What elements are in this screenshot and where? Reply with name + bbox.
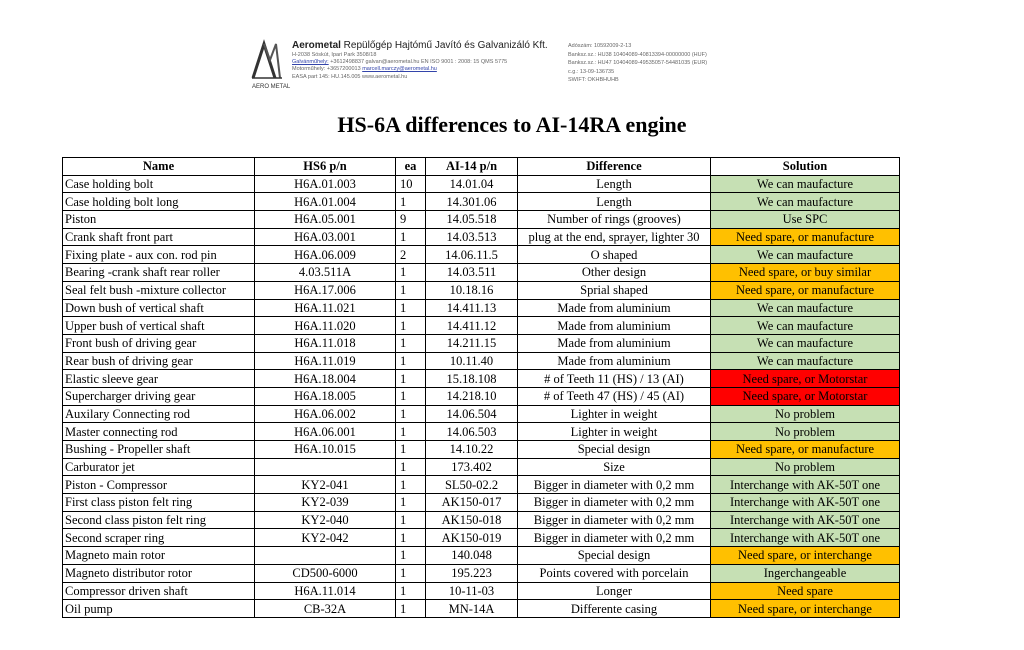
quantity-cell: 1 (396, 317, 426, 335)
solution-cell: We can maufacture (711, 299, 900, 317)
table-row (63, 564, 900, 582)
company-name: Aerometal Repülőgép Hajtómű Javító és Galvanizáló Kft. (292, 40, 548, 51)
quantity-cell: 1 (396, 352, 426, 370)
part-name-cell: Master connecting rod (63, 423, 255, 441)
motor-contact: Motorműhely: +3657200013 marcell.marczy@aerometal.hu (292, 66, 437, 73)
difference-cell: Made from aluminium (518, 299, 711, 317)
difference-cell: plug at the end, sprayer, lighter 30 (518, 228, 711, 246)
bank-line: SWIFT: OKHBHUHB (568, 77, 619, 84)
table-row (63, 299, 900, 317)
hs6-pn-cell: H6A.17.006 (255, 281, 396, 299)
solution-cell: Need spare, or Motorstar (711, 387, 900, 405)
difference-cell: Lighter in weight (518, 423, 711, 441)
solution-cell: Need spare, or Motorstar (711, 370, 900, 388)
ai14-pn-cell: 14.211.15 (426, 334, 518, 352)
solution-cell: Need spare, or interchange (711, 547, 900, 565)
table-row (63, 352, 900, 370)
ai14-pn-cell: 14.301.06 (426, 193, 518, 211)
solution-cell: Need spare, or manufacture (711, 281, 900, 299)
letterhead (250, 36, 770, 94)
part-name-cell: Second scraper ring (63, 529, 255, 547)
table-row (63, 600, 900, 618)
quantity-cell: 1 (396, 264, 426, 282)
table-row (63, 281, 900, 299)
part-name-cell: Magneto main rotor (63, 547, 255, 565)
solution-cell: No problem (711, 423, 900, 441)
ai14-pn-cell: AK150-018 (426, 511, 518, 529)
ai14-pn-cell: 10.11.40 (426, 352, 518, 370)
difference-cell: Points covered with porcelain (518, 564, 711, 582)
quantity-cell: 1 (396, 228, 426, 246)
company-address: H-2038 Sóskút, Ipari Park 3508/18 (292, 52, 377, 58)
solution-cell: Need spare, or manufacture (711, 441, 900, 459)
table-row (63, 264, 900, 282)
hs6-pn-cell: H6A.05.001 (255, 211, 396, 229)
quantity-cell: 1 (396, 476, 426, 494)
ai14-pn-cell: 14.218.10 (426, 387, 518, 405)
ai14-pn-cell: 10-11-03 (426, 582, 518, 600)
part-name-cell: Fixing plate - aux con. rod pin (63, 246, 255, 264)
quantity-cell: 1 (396, 334, 426, 352)
hs6-pn-cell: CD500-6000 (255, 564, 396, 582)
solution-cell: We can maufacture (711, 175, 900, 193)
header-solution: Solution (711, 158, 900, 176)
bank-line: c.g.: 13-09-136735 (568, 68, 615, 75)
header-difference: Difference (518, 158, 711, 176)
part-name-cell: Bearing -crank shaft rear roller (63, 264, 255, 282)
hs6-pn-cell: H6A.11.019 (255, 352, 396, 370)
difference-cell: Bigger in diameter with 0,2 mm (518, 511, 711, 529)
ai14-pn-cell: 140.048 (426, 547, 518, 565)
part-name-cell: Oil pump (63, 600, 255, 618)
part-name-cell: Front bush of driving gear (63, 334, 255, 352)
part-name-cell: Down bush of vertical shaft (63, 299, 255, 317)
table-row (63, 246, 900, 264)
table-row (63, 511, 900, 529)
quantity-cell: 1 (396, 423, 426, 441)
company-info (292, 40, 562, 81)
hs6-pn-cell: H6A.11.018 (255, 334, 396, 352)
differences-table (62, 157, 900, 618)
table-row (63, 175, 900, 193)
table-row (63, 423, 900, 441)
part-name-cell: Supercharger driving gear (63, 387, 255, 405)
difference-cell: O shaped (518, 246, 711, 264)
difference-cell: Bigger in diameter with 0,2 mm (518, 494, 711, 512)
part-name-cell: Case holding bolt (63, 175, 255, 193)
difference-cell: Made from aluminium (518, 317, 711, 335)
part-name-cell: Bushing - Propeller shaft (63, 441, 255, 459)
difference-cell: Lighter in weight (518, 405, 711, 423)
hs6-pn-cell: H6A.10.015 (255, 441, 396, 459)
difference-cell: Bigger in diameter with 0,2 mm (518, 476, 711, 494)
table-row (63, 441, 900, 459)
solution-cell: We can maufacture (711, 334, 900, 352)
solution-cell: Interchange with AK-50T one (711, 511, 900, 529)
table-row (63, 387, 900, 405)
table-row (63, 317, 900, 335)
ai14-pn-cell: SL50-02.2 (426, 476, 518, 494)
ai14-pn-cell: AK150-017 (426, 494, 518, 512)
part-name-cell: Compressor driven shaft (63, 582, 255, 600)
table-row (63, 582, 900, 600)
ai14-pn-cell: 195.223 (426, 564, 518, 582)
hs6-pn-cell: H6A.11.021 (255, 299, 396, 317)
part-name-cell: Elastic sleeve gear (63, 370, 255, 388)
quantity-cell: 1 (396, 564, 426, 582)
table-row (63, 334, 900, 352)
bank-line: Adószám: 10592009-2-13 (568, 43, 632, 49)
page-title: HS-6A differences to AI-14RA engine (337, 112, 687, 137)
easa-line: EASA part 145: HU.145.005 www.aerometal.hu (292, 73, 408, 80)
solution-cell: We can maufacture (711, 246, 900, 264)
hs6-pn-cell: CB-32A (255, 600, 396, 618)
quantity-cell: 1 (396, 511, 426, 529)
table-row (63, 476, 900, 494)
quantity-cell: 1 (396, 370, 426, 388)
quantity-cell: 10 (396, 175, 426, 193)
part-name-cell: Piston - Compressor (63, 476, 255, 494)
solution-cell: Need spare, or buy similar (711, 264, 900, 282)
hs6-pn-cell: H6A.06.002 (255, 405, 396, 423)
hs6-pn-cell: H6A.11.014 (255, 582, 396, 600)
ai14-pn-cell: 10.18.16 (426, 281, 518, 299)
ai14-pn-cell: AK150-019 (426, 529, 518, 547)
hs6-pn-cell: H6A.06.009 (255, 246, 396, 264)
hs6-pn-cell (255, 547, 396, 565)
table-row (63, 370, 900, 388)
difference-cell: Longer (518, 582, 711, 600)
difference-cell: # of Teeth 11 (HS) / 13 (AI) (518, 370, 711, 388)
hs6-pn-cell: KY2-042 (255, 529, 396, 547)
solution-cell: We can maufacture (711, 352, 900, 370)
logo-text: AERO METAL (252, 84, 291, 90)
part-name-cell: Upper bush of vertical shaft (63, 317, 255, 335)
hs6-pn-cell: H6A.03.001 (255, 228, 396, 246)
ai14-pn-cell: 14.411.13 (426, 299, 518, 317)
difference-cell: Other design (518, 264, 711, 282)
ai14-pn-cell: 14.06.11.5 (426, 246, 518, 264)
hs6-pn-cell: H6A.18.005 (255, 387, 396, 405)
ai14-pn-cell: 15.18.108 (426, 370, 518, 388)
hs6-pn-cell: KY2-040 (255, 511, 396, 529)
quantity-cell: 1 (396, 547, 426, 565)
hs6-pn-cell: KY2-039 (255, 494, 396, 512)
quantity-cell: 1 (396, 458, 426, 476)
ai14-pn-cell: 14.06.504 (426, 405, 518, 423)
quantity-cell: 2 (396, 246, 426, 264)
table-row (63, 405, 900, 423)
hs6-pn-cell: H6A.11.020 (255, 317, 396, 335)
table-row (63, 193, 900, 211)
difference-cell: Length (518, 175, 711, 193)
hs6-pn-cell: KY2-041 (255, 476, 396, 494)
aerometal-logo (250, 38, 291, 92)
quantity-cell: 1 (396, 281, 426, 299)
ai14-pn-cell: MN-14A (426, 600, 518, 618)
difference-cell: Made from aluminium (518, 334, 711, 352)
solution-cell: Need spare (711, 582, 900, 600)
table-row (63, 458, 900, 476)
solution-cell: Interchange with AK-50T one (711, 529, 900, 547)
solution-cell: Ingerchangeable (711, 564, 900, 582)
ai14-pn-cell: 14.05.518 (426, 211, 518, 229)
solution-cell: We can maufacture (711, 317, 900, 335)
difference-cell: Sprial shaped (518, 281, 711, 299)
quantity-cell: 1 (396, 441, 426, 459)
quantity-cell: 1 (396, 494, 426, 512)
motor-email-link[interactable]: marcell.marczy@aerometal.hu (362, 66, 437, 73)
difference-cell: Size (518, 458, 711, 476)
bank-info (568, 42, 778, 85)
difference-cell: Bigger in diameter with 0,2 mm (518, 529, 711, 547)
table-row (63, 494, 900, 512)
quantity-cell: 1 (396, 193, 426, 211)
solution-cell: Need spare, or interchange (711, 600, 900, 618)
ai14-pn-cell: 14.03.511 (426, 264, 518, 282)
difference-cell: Length (518, 193, 711, 211)
ai14-pn-cell: 14.411.12 (426, 317, 518, 335)
ai14-pn-cell: 14.03.513 (426, 228, 518, 246)
header-ai14-pn: AI-14 p/n (426, 158, 518, 176)
header-ea: ea (396, 158, 426, 176)
solution-cell: No problem (711, 405, 900, 423)
solution-cell: We can maufacture (711, 193, 900, 211)
hs6-pn-cell: H6A.06.001 (255, 423, 396, 441)
quantity-cell: 1 (396, 600, 426, 618)
part-name-cell: Case holding bolt long (63, 193, 255, 211)
table-header-row (63, 158, 900, 176)
quantity-cell: 1 (396, 529, 426, 547)
solution-cell: Interchange with AK-50T one (711, 476, 900, 494)
part-name-cell: Carburator jet (63, 458, 255, 476)
table-row (63, 529, 900, 547)
solution-cell: Use SPC (711, 211, 900, 229)
part-name-cell: Rear bush of driving gear (63, 352, 255, 370)
ai14-pn-cell: 14.10.22 (426, 441, 518, 459)
hs6-pn-cell: H6A.01.003 (255, 175, 396, 193)
part-name-cell: Crank shaft front part (63, 228, 255, 246)
table-body (63, 175, 900, 617)
quantity-cell: 9 (396, 211, 426, 229)
part-name-cell: Seal felt bush -mixture collector (63, 281, 255, 299)
bank-line: Banksz.sz.: HU38 10404089-40813394-00000000 (HUF) (568, 51, 707, 58)
part-name-cell: First class piston felt ring (63, 494, 255, 512)
table-row (63, 211, 900, 229)
quantity-cell: 1 (396, 387, 426, 405)
hs6-pn-cell: H6A.18.004 (255, 370, 396, 388)
quantity-cell: 1 (396, 299, 426, 317)
ai14-pn-cell: 14.01.04 (426, 175, 518, 193)
part-name-cell: Second class piston felt ring (63, 511, 255, 529)
difference-cell: Made from aluminium (518, 352, 711, 370)
quantity-cell: 1 (396, 582, 426, 600)
table-row (63, 228, 900, 246)
header-hs6-pn: HS6 p/n (255, 158, 396, 176)
part-name-cell: Piston (63, 211, 255, 229)
ai14-pn-cell: 14.06.503 (426, 423, 518, 441)
hs6-pn-cell (255, 458, 396, 476)
part-name-cell: Magneto distributor rotor (63, 564, 255, 582)
solution-cell: No problem (711, 458, 900, 476)
quantity-cell: 1 (396, 405, 426, 423)
table-row (63, 547, 900, 565)
part-name-cell: Auxilary Connecting rod (63, 405, 255, 423)
difference-cell: Special design (518, 547, 711, 565)
difference-cell: Special design (518, 441, 711, 459)
difference-cell: # of Teeth 47 (HS) / 45 (AI) (518, 387, 711, 405)
hs6-pn-cell: 4.03.511A (255, 264, 396, 282)
solution-cell: Interchange with AK-50T one (711, 494, 900, 512)
hs6-pn-cell: H6A.01.004 (255, 193, 396, 211)
header-name: Name (63, 158, 255, 176)
difference-cell: Differente casing (518, 600, 711, 618)
difference-cell: Number of rings (grooves) (518, 211, 711, 229)
galvan-contact: Galvánműhely: +3612498837 galvan@aerometal.hu EN ISO 9001 : 2008: 15 QMS 5775 (292, 59, 508, 66)
solution-cell: Need spare, or manufacture (711, 228, 900, 246)
ai14-pn-cell: 173.402 (426, 458, 518, 476)
bank-line: Banksz.sz.: HU47 10404089-49535057-54481035 (EUR) (568, 60, 708, 67)
